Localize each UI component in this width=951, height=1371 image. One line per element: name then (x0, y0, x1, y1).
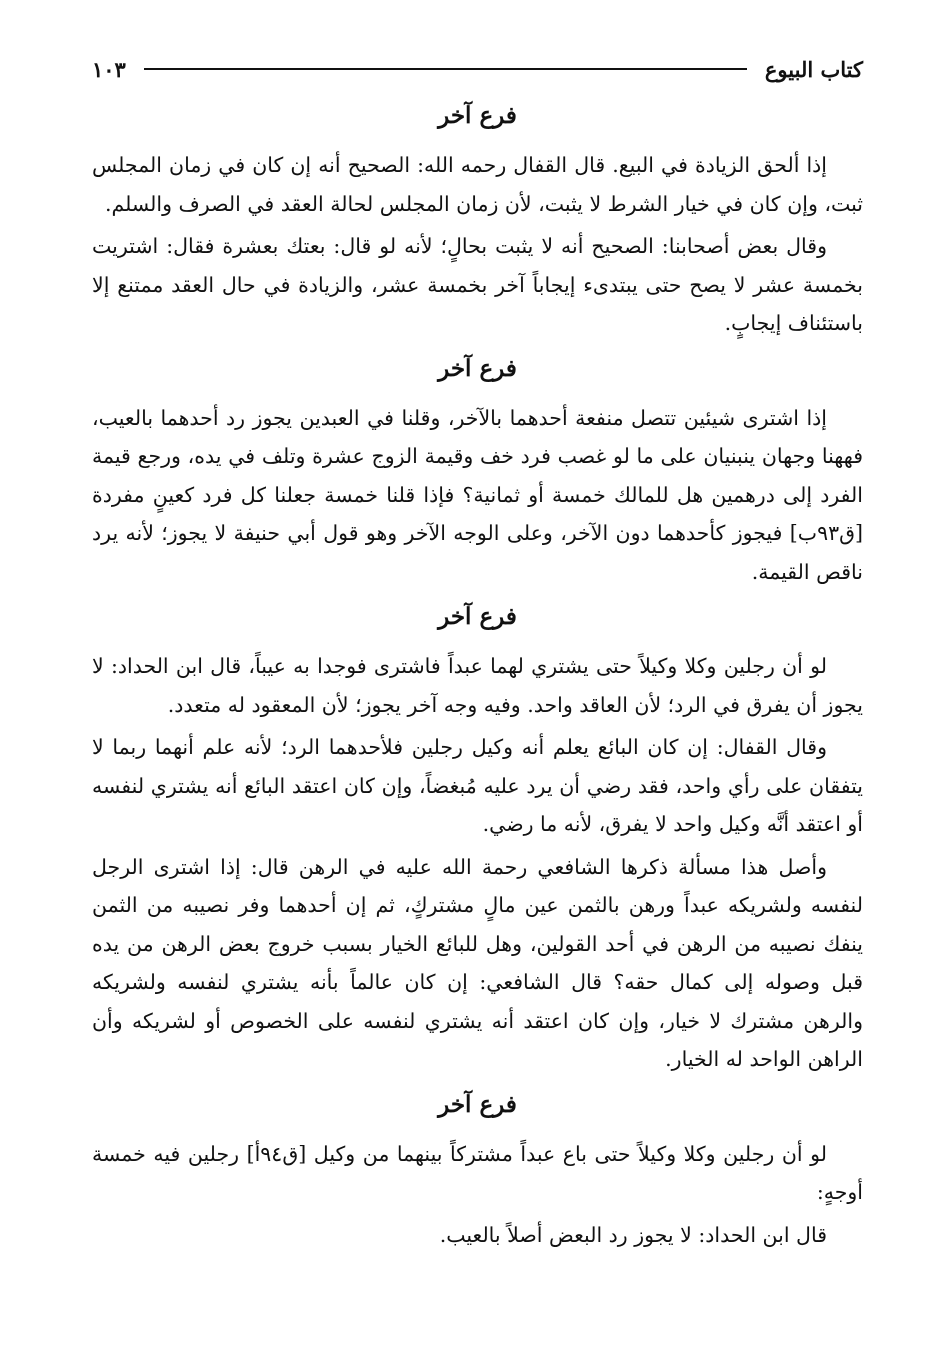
paragraph: قال ابن الحداد: لا يجوز رد البعض أصلاً بالعيب. (439, 1222, 827, 1247)
section-heading: فرع آخر (438, 603, 517, 630)
paragraph: إذا اشترى شيئين تتصل منفعة أحدهما بالآخر، وقلنا في العبدين يجوز رد أحدهما بالعيب، فههنا وجهان ينبنيان على ما لو غصب فرد خف وقيمة الزوج عشرة وتلف في يده، ورجع قيمة الفرد إلى درهمين هل للمالك خمسة أو ثمانية؟ فإذا قلنا خمسة جعلنا كل فرد كعينٍ مفردة [ق٩٣ب] فيجوز كأحدهما دون الآخر، وعلى الوجه الآخر وهو قول أبي حنيفة لا يجوز؛ لأنه يرد ناقص القيمة. (92, 405, 863, 584)
running-header (92, 52, 863, 86)
section-4 (92, 1085, 863, 1255)
page-number: ١٠٣ (92, 56, 126, 82)
paragraph: لو أن رجلين وكلا وكيلاً حتى يشتري لهما عبداً فاشترى فوجدا به عيباً، قال ابن الحداد: لا يجوز أن يفرق في الرد؛ لأن العاقد واحد. وفيه وجه آخر يجوز؛ لأن المعقود له متعدد. (92, 654, 863, 717)
section-heading: فرع آخر (438, 354, 517, 382)
paragraph: لو أن رجلين وكلا وكيلاً حتى باع عبداً مشتركاً بينهما من وكيل [ق٩٤أ] رجلين فيه خمسة أوجهٍ: (92, 1141, 863, 1204)
section-3 (92, 597, 863, 1079)
header-rule (144, 68, 747, 70)
paragraph: وقال بعض أصحابنا: الصحيح أنه لا يثبت بحالٍ؛ لأنه لو قال: بعتك بعشرة فقال: اشتريت بخمسة عشر لا يصح حتى يبتدىء إيجاباً آخر بخمسة عشر، والزيادة في حال العقد ممتنع إلا باستئناف إيجابٍ. (92, 234, 863, 335)
paragraph: وأصل هذا مسألة ذكرها الشافعي رحمة الله عليه في الرهن قال: إذا اشترى الرجل لنفسه ولشريكه عبداً ورهن بالثمن عين مالٍ مشتركٍ، ثم إن أحدهما وفر نصيبه من الثمن ينفك نصيبه من الرهن في أحد القولين، وهل للبائع الخيار بسبب خروج بعض الرهن من يده قبل وصوله إلى كمال حقه؟ قال الشافعي: إن كان عالماً بأنه يشتري لنفسه ولشريكه والرهن مشترك لا خيار، وإن كان اعتقد أنه يشتري لنفسه على الخصوص أو لشريكه وأن الراهن الواحد له الخيار. (92, 854, 863, 1071)
section-2 (92, 349, 863, 592)
paragraph: وقال القفال: إن كان البائع يعلم أنه وكيل رجلين فلأحدهما الرد؛ لأنه علم أنهما ربما لا يتفقان على رأي واحد، فقد رضي أن يرد عليه مُبغضاً، وإن كان اعتقد البائع أنه يشتري لنفسه أو اعتقد أنَّه وكيل واحد لا يفرق، لأنه ما رضي. (92, 735, 863, 836)
section-1 (92, 96, 863, 343)
book-section-title: كتاب البيوع (764, 56, 863, 82)
paragraph: إذا ألحق الزيادة في البيع. قال القفال رحمه الله: الصحيح أنه إن كان في زمان المجلس ثبت، وإن كان في خيار الشرط لا يثبت، لأن زمان المجلس لحالة العقد في الصرف والسلم. (92, 153, 863, 216)
section-heading: فرع آخر (438, 102, 517, 129)
section-heading: فرع آخر (438, 1090, 517, 1118)
